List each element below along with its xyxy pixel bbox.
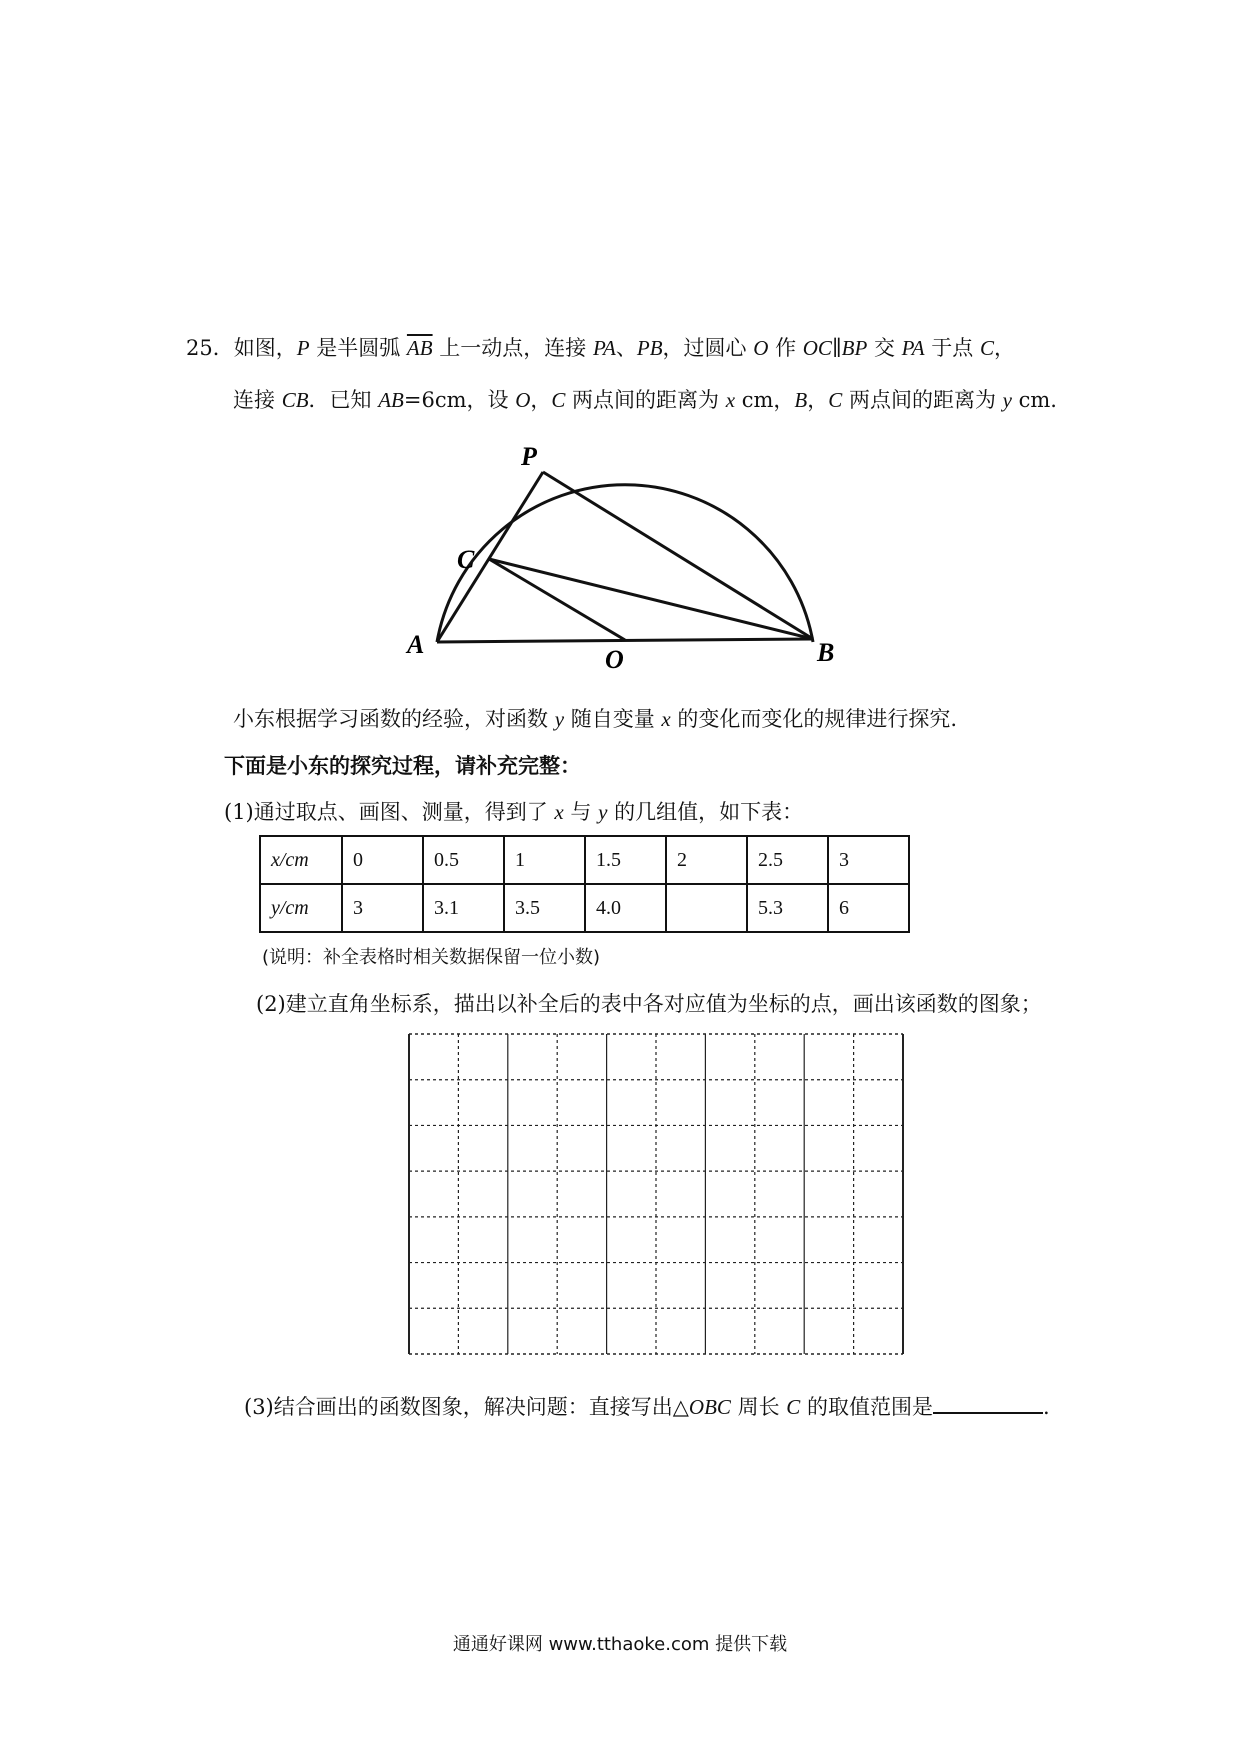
part2-text: (2)建立直角坐标系，描出以补全后的表中各对应值为坐标的点，画出该函数的图象； (256, 992, 1042, 1016)
table-cell: 2 (666, 836, 747, 884)
process-heading: 下面是小东的探究过程，请补充完整： (224, 754, 581, 778)
semicircle-figure (395, 435, 855, 685)
table-cell-blank[interactable] (666, 884, 747, 932)
values-table (259, 835, 910, 933)
arc-ab: $\overline{AB}$ (406, 336, 433, 360)
table-row-y (260, 884, 909, 932)
label-c: C (457, 545, 475, 574)
label-o: O (605, 645, 624, 674)
table-cell: 3.1 (423, 884, 504, 932)
label-a: A (407, 630, 425, 659)
table-cell: 0 (342, 836, 423, 884)
answer-blank[interactable] (933, 1392, 1043, 1414)
footer-text: 通通好课网 www.tthaoke.com 提供下载 (452, 1634, 788, 1655)
table-cell: 3 (828, 836, 909, 884)
graph-grid[interactable] (408, 1033, 904, 1355)
table-cell: 4.0 (585, 884, 666, 932)
segment-pa (437, 472, 543, 642)
table-cell: 5.3 (747, 884, 828, 932)
table-header-y: y/cm (260, 884, 342, 932)
table-cell: 6 (828, 884, 909, 932)
segment-cb (489, 559, 813, 639)
table-cell: 1 (504, 836, 585, 884)
table-cell: 3.5 (504, 884, 585, 932)
table-cell: 0.5 (423, 836, 504, 884)
problem-line-2: 连接 CB．已知 AB=6cm，设 O，C 两点间的距离为 x cm，B，C 两点间的距离为 y cm. (233, 388, 1057, 412)
table-header-x: x/cm (260, 836, 342, 884)
problem-line-1: 25．如图，P 是半圆弧 $\overline{AB}$ 上一动点，连接 PA、PB，过圆心 O 作 OC∥BP 交 PA 于点 C， (186, 336, 1015, 360)
table-cell: 1.5 (585, 836, 666, 884)
table-note: (说明：补全表格时相关数据保留一位小数) (262, 947, 601, 968)
segment-oc (489, 559, 625, 640)
label-p: P (521, 442, 537, 471)
intro-text: 小东根据学习函数的经验，对函数 y 随自变量 x 的变化而变化的规律进行探究. (233, 707, 958, 731)
label-b: B (817, 638, 835, 667)
table-cell: 3 (342, 884, 423, 932)
part1-text: (1)通过取点、画图、测量，得到了 x 与 y 的几组值，如下表： (224, 800, 804, 824)
part3-text: (3)结合画出的函数图象，解决问题：直接写出△OBC 周长 C 的取值范围是 . (244, 1392, 1050, 1421)
problem-number: 25． (186, 336, 234, 360)
table-cell: 2.5 (747, 836, 828, 884)
table-row-x (260, 836, 909, 884)
grid-lines (409, 1034, 903, 1354)
